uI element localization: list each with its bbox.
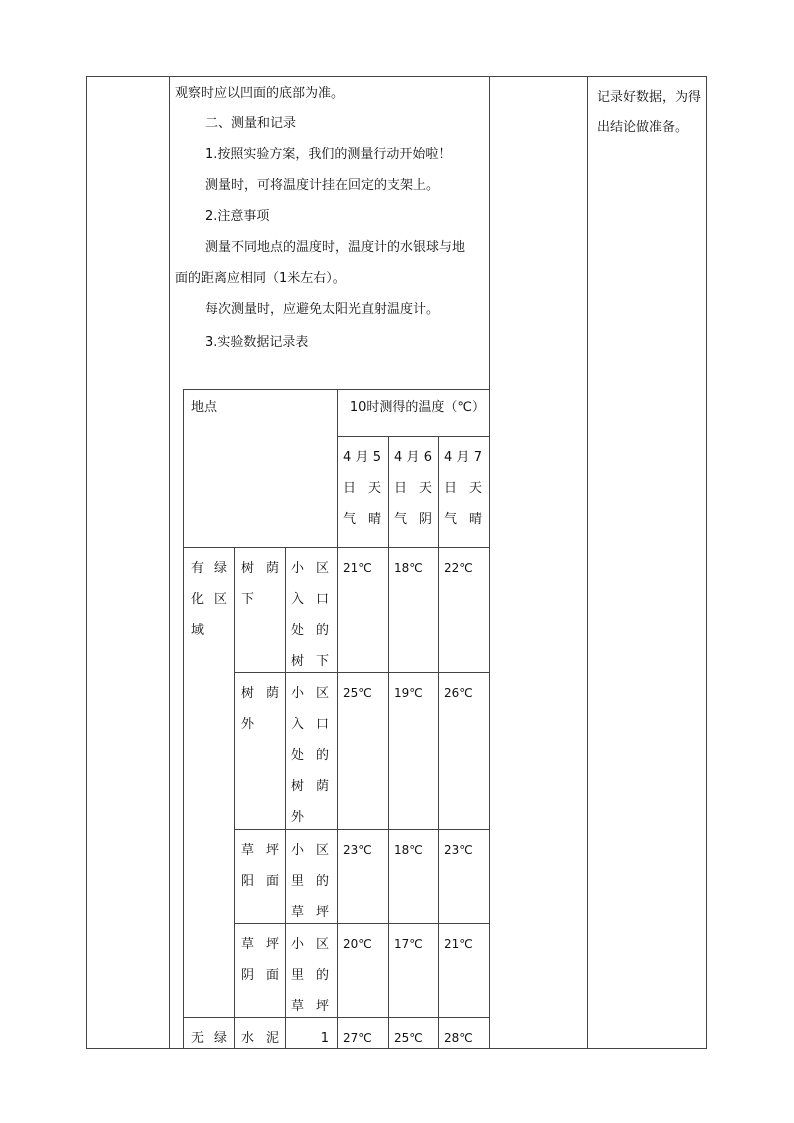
row-place: 草坪阴面 [241,937,279,983]
temp-value: 20℃ [343,937,372,951]
paragraph-line: 每次测量时，应避免太阳光直射温度计。 [205,302,440,317]
date-header-3: 4月7日天气晴 [444,450,482,527]
temp-value: 26℃ [444,686,473,700]
group-green-area: 有绿化区域 [191,561,227,638]
row-place: 树荫下 [241,561,279,607]
temp-value: 22℃ [444,561,473,575]
paragraph-line: 2.注意事项 [205,209,270,224]
paragraph-line: 面的距离应相同（1米左右）。 [175,271,346,286]
date-header-1: 4月5日天气晴 [343,450,381,527]
column-divider [169,77,170,1048]
date-header-2: 4月6日天气阴 [394,450,432,527]
row-place: 树荫外 [241,686,279,732]
column-divider [587,77,588,1048]
temp-value: 27℃ [343,1031,372,1045]
temp-value: 23℃ [444,843,473,857]
side-note: 记录好数据，为得出结论做准备。 [597,90,702,135]
temp-value: 21℃ [444,937,473,951]
row-detail: 小区入口处的树荫外 [291,686,329,825]
temp-value: 21℃ [343,561,372,575]
row-detail: 1 [320,1031,329,1046]
paragraph-line: 观察时应以凹面的底部为准。 [175,86,345,101]
temp-value: 23℃ [343,843,372,857]
temp-value: 18℃ [394,561,423,575]
paragraph-line: 3.实验数据记录表 [205,335,309,350]
temp-value: 18℃ [394,843,423,857]
row-detail: 小区里的草坪 [291,843,329,920]
row-detail: 小区入口处的树下 [291,561,329,669]
header-place: 地点 [191,400,218,415]
header-temperature-text: 10时测得的温度（℃） [349,400,485,415]
temp-value: 25℃ [343,686,372,700]
lesson-table [86,76,707,1049]
row-place: 水泥 [241,1031,279,1046]
temp-value: 25℃ [394,1031,423,1045]
row-place: 草坪阳面 [241,843,279,889]
temp-value: 19℃ [394,686,423,700]
temp-value: 28℃ [444,1031,473,1045]
temp-value: 17℃ [394,937,423,951]
section-heading: 二、测量和记录 [205,116,297,131]
paragraph-line: 测量时，可将温度计挂在回定的支架上。 [205,178,440,193]
row-detail: 小区里的草坪 [291,937,329,1014]
data-record-table [183,389,490,1049]
group-no-green: 无绿 [191,1031,227,1046]
paragraph-line: 测量不同地点的温度时，温度计的水银球与地 [205,240,466,255]
paragraph-line: 1.按照实验方案，我们的测量行动开始啦！ [205,147,452,162]
